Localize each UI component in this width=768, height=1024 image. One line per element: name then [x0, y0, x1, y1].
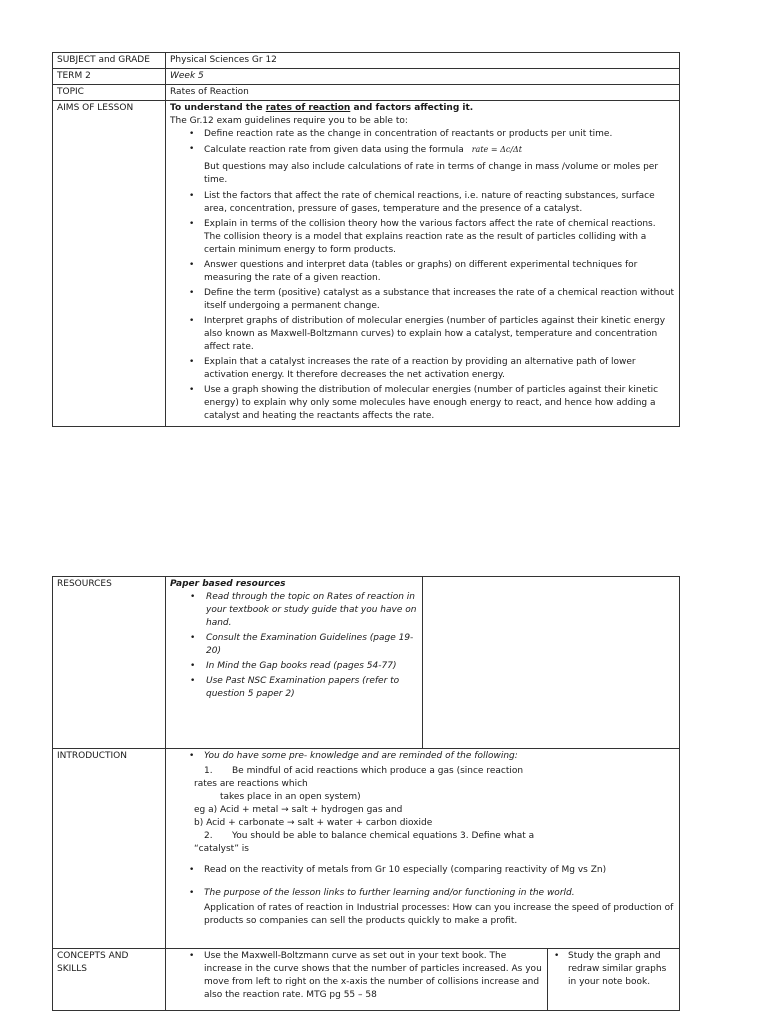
aims-intro: The Gr.12 exam guidelines require you to be able to: [170, 116, 408, 126]
intro-list [170, 750, 675, 763]
intro-bullet: • The purpose of the lesson links to further learning and/or functioning in the world. [170, 887, 675, 900]
aims-row [53, 101, 680, 427]
aims-bullet: • Define the term (positive) catalyst as a substance that increases the rate of a chemical reaction without itself undergoing a permanent change. [170, 287, 675, 313]
aims-bullet: • List the factors that affect the rate of chemical reactions, i.e. nature of reacting substances, surface area, concentration, pressure of gases, temperature and the presence of a catalyst. [170, 190, 675, 216]
equation-b: b) Acid + carbonate → salt + water + carbon dioxide [194, 818, 433, 828]
subject-label: SUBJECT and GRADE [53, 53, 166, 69]
concepts-content [166, 949, 548, 1011]
resource-item: • Use Past NSC Examination papers (refer to question 5 paper 2) [170, 675, 418, 701]
resource-item: • Read through the topic on Rates of reaction in your textbook or study guide that you have on hand. [170, 591, 418, 630]
concepts-side-bullet: • Study the graph and redraw similar graphs in your note book. [552, 950, 675, 989]
aims-bullet: • Calculate reaction rate from given data using the formula rate = Δc/Δt [170, 143, 675, 157]
aims-bullet: • Explain that a catalyst increases the rate of a reaction by providing an alternative path of lower activation energy. It therefore decreases the net activation energy. [170, 356, 675, 382]
intro-bullet: • You do have some pre- knowledge and are reminded of the following: [170, 750, 675, 763]
introduction-row [53, 749, 680, 949]
subject-row [53, 53, 680, 69]
lesson-info-table [52, 52, 680, 427]
aims-heading: To understand the rates of reaction and factors affecting it. [170, 103, 474, 113]
term-value: Week 5 [166, 69, 680, 85]
introduction-label: INTRODUCTION [53, 749, 166, 949]
concepts-side-cell [548, 949, 680, 1011]
intro-numbered-1: 1. Be mindful of acid reactions which produce a gas (since reaction [204, 766, 524, 776]
resources-row [53, 577, 680, 749]
resource-item: • Consult the Examination Guidelines (page 19-20) [170, 632, 418, 658]
term-row [53, 69, 680, 85]
aims-note: But questions may also include calculations of rate in terms of change in mass /volume or moles per time. [204, 162, 659, 185]
topic-row [53, 85, 680, 101]
resources-content [166, 577, 423, 749]
resources-heading: Paper based resources [170, 579, 286, 589]
subject-value: Physical Sciences Gr 12 [166, 53, 680, 69]
resource-item: • In Mind the Gap books read (pages 54-77) [170, 660, 418, 673]
aims-bullet: • Define reaction rate as the change in concentration of reactants or products per unit time. [170, 128, 675, 141]
topic-label: TOPIC [53, 85, 166, 101]
concepts-bullet: • Use the Maxwell-Boltzmann curve as set out in your text book. The increase in the curve shows that the number of particles increased. As you move from left to right on the x-axis the number of collisions increase and also the reaction rate. MTG pg 55 – 58 [170, 950, 543, 1002]
aims-label: AIMS OF LESSON [53, 101, 166, 427]
aims-bullet: • Use a graph showing the distribution of molecular energies (number of particles against their kinetic energy) to explain why only some molecules have enough energy to react, and hence how adding a catalyst and heating the reactants affects the rate. [170, 384, 675, 423]
lesson-plan-table [52, 576, 680, 1011]
rate-formula: rate = Δc/Δt [471, 145, 523, 154]
intro-bullet: • Read on the reactivity of metals from Gr 10 especially (comparing reactivity of Mg vs Zn) [170, 864, 675, 877]
aims-content [166, 101, 680, 427]
equation-a: eg a) Acid + metal → salt + hydrogen gas and [194, 805, 403, 815]
resources-label: RESOURCES [53, 577, 166, 749]
concepts-label: CONCEPTS AND SKILLS [53, 949, 166, 1011]
topic-value: Rates of Reaction [166, 85, 680, 101]
aims-bullet: • Answer questions and interpret data (tables or graphs) on different experimental techniques for measuring the rate of a given reaction. [170, 259, 675, 285]
term-label: TERM 2 [53, 69, 166, 85]
intro-numbered-2: 2. You should be able to balance chemical equations 3. Define what a [204, 831, 535, 841]
aims-bullet: • Interpret graphs of distribution of molecular energies (number of particles against their kinetic energy also known as Maxwell-Boltzmann curves) to explain how a catalyst, temperature and concentration affect rate. [170, 315, 675, 354]
resources-empty-cell [423, 577, 680, 749]
aims-list-continued [170, 190, 675, 423]
introduction-content: • You do have some pre- knowledge and are reminded of the following: 1. Be mindful of acid reactions which produce a gas (since reaction rates are reactions which takes place in an open system) eg a) Acid + metal → salt + hydrogen gas and b) Acid + carbonate → salt + water + carbon dioxide 2. You should be able to balance chemical equations 3. Define what a “catalyst” is • Read on the reactivity of metals from Gr 10 especially (comparing reactivity of Mg vs Zn) • The purpose of the lesson links to further learning and/or functioning in the world. Application of rates of reaction in Industrial processes: How can you increase the speed of production of products so companies can sell the products quickly to make a profit. [166, 749, 680, 949]
intro-application: Application of rates of reaction in Industrial processes: How can you increase the speed of production of products so companies can sell the products quickly to make a profit. [204, 903, 674, 926]
concepts-row [53, 949, 680, 1011]
resources-list [170, 591, 418, 701]
aims-bullet: • Explain in terms of the collision theory how the various factors affect the rate of chemical reactions. The collision theory is a model that explains reaction rate as the result of particles colliding with a certain minimum energy to form products. [170, 218, 675, 257]
aims-list [170, 128, 675, 157]
